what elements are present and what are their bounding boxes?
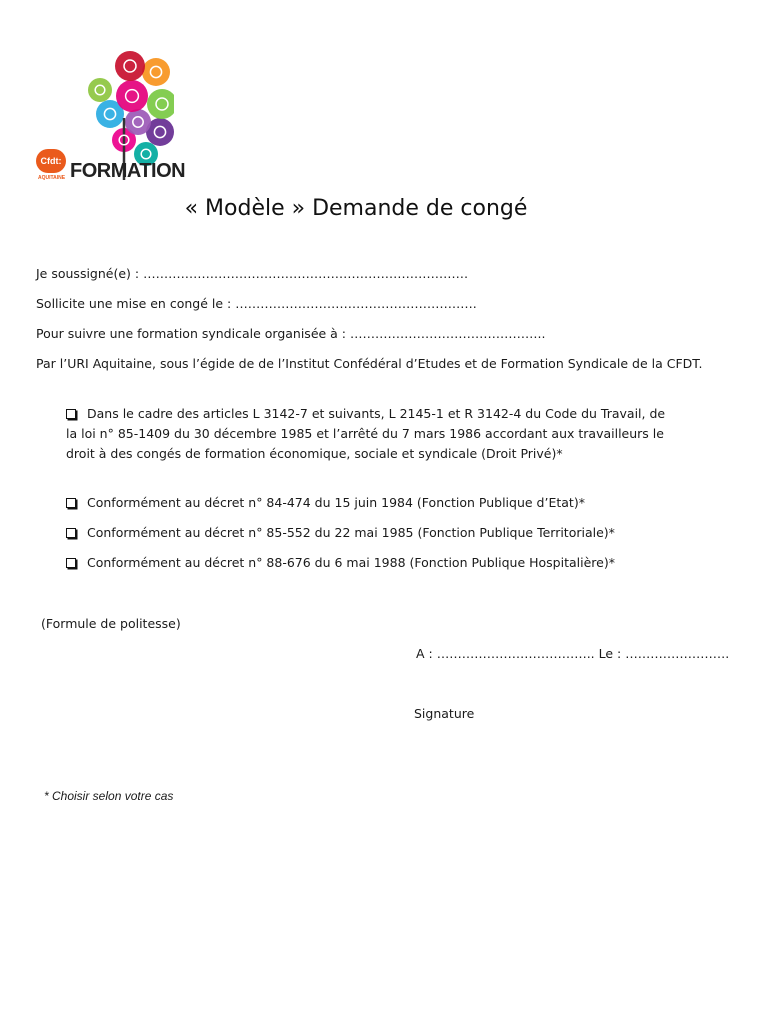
cfdt-badge: Cfdt: [36,149,66,173]
logo-bubble [142,58,170,86]
option-fonction-publique-hospitaliere-text: Conformément au décret n° 88-676 du 6 mai 1988 (Fonction Publique Hospitalière)* [87,555,615,570]
option-droit-prive [66,404,666,464]
document-title: « Modèle » Demande de congé [184,196,528,221]
option-fonction-publique-territoriale [66,523,746,543]
soussigne-line: Je soussigné(e) : …………………………………………………………………… [36,266,469,281]
uri-paragraph: Par l’URI Aquitaine, sous l’égide de de l’Institut Confédéral d’Etudes et de Formation Syndicale de la CFDT. [36,356,703,371]
option-fonction-publique-hospitaliere [66,553,746,573]
lieu-date-line: A : ……………………………….. Le : ……………………. [416,646,730,661]
option-fonction-publique-territoriale-text: Conformément au décret n° 85-552 du 22 mai 1985 (Fonction Publique Territoriale)* [87,525,615,540]
politesse-line: (Formule de politesse) [41,616,181,631]
sollicite-line: Sollicite une mise en congé le : …………………………………………………. [36,296,477,311]
cfdt-badge-subtext: AQUITAINE [38,175,66,181]
footnote: * Choisir selon votre cas [44,789,174,803]
logo-bubble [116,80,148,112]
checkbox-icon[interactable] [66,409,76,419]
option-fonction-publique-etat [66,493,746,513]
checkbox-icon[interactable] [66,528,76,538]
logo-bubble [147,89,174,119]
logo-bubble [88,78,112,102]
option-fonction-publique-etat-text: Conformément au décret n° 84-474 du 15 juin 1984 (Fonction Publique d’Etat)* [87,495,585,510]
logo-wordmark: FORMATION [70,160,186,182]
checkbox-icon[interactable] [66,558,76,568]
signature-label: Signature [414,706,475,721]
logo-bubble [115,51,145,81]
logo-bubble [125,109,151,135]
option-droit-prive-text: Dans le cadre des articles L 3142-7 et suivants, L 2145-1 et R 3142-4 du Code du Travail, de la loi n° 85-1409 du 30 décembre 1985 et l’arrêté du 7 mars 1986 accordant aux travailleurs le droit à des congés de formation économique, sociale et syndicale (Droit Privé)* [66,406,666,461]
checkbox-icon[interactable] [66,498,76,508]
formation-line: Pour suivre une formation syndicale organisée à : ……………………………………….. [36,326,546,341]
